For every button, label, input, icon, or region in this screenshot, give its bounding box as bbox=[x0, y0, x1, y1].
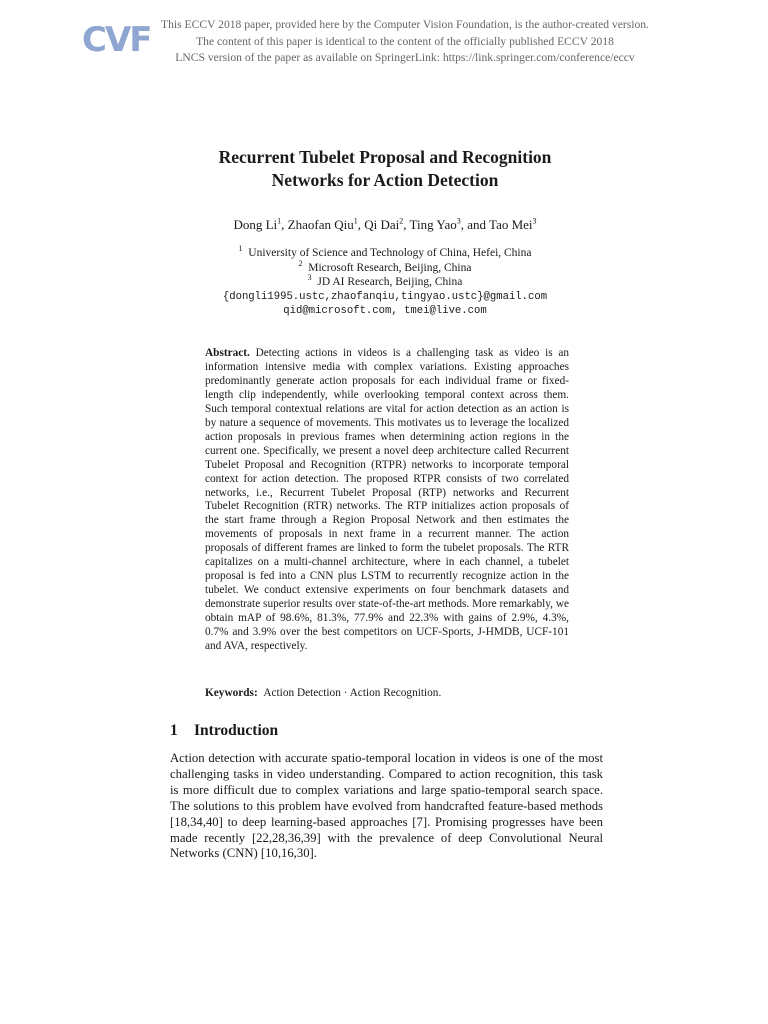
section-title: Introduction bbox=[194, 722, 279, 739]
affiliation-mark: 1 bbox=[238, 244, 243, 254]
introduction-paragraph: Action detection with accurate spatio-temporal location in videos is one of the most challenging tasks in video understanding. Compared to action recognition, this task is more difficult due to complex variations and large spatio-temporal search space. The solutions to this problem have evolved from handcrafted feature-based methods [18,34,40] to deep learning-based approaches [7]. Promising progresses have been made recently [22,28,36,39] with the prevalence of deep Convolutional Neural Networks (CNN) [10,16,30]. bbox=[170, 751, 603, 861]
author-separator: , bbox=[281, 217, 288, 232]
notice-line: LNCS version of the paper as available on SpringerLink: https://link.springer.com/conference/eccv bbox=[175, 51, 635, 64]
abstract-text: Detecting actions in videos is a challenging task as video is an information intensive media with complex variations. Existing approaches predominantly generate action proposals for each individual frame or fixed-length clip independently, while overlooking temporal context across them. Such temporal contextual relations are vital for action detection as an action is by nature a sequence of movements. This motivates us to leverage the localized action proposals in previous frames when determining action regions in the current one. Specifically, we present a novel deep architecture called Recurrent Tubelet Proposal and Recognition (RTPR) networks to incorporate temporal context for action detection. The proposed RTPR consists of two correlated networks, i.e., Recurrent Tubelet Proposal (RTP) networks and Recurrent Tubelet Recognition (RTR) networks. The RTP initializes action proposals of the start frame through a Region Proposal Network and then estimates the movements of proposals in next frame in a recurrent manner. The action proposals of different frames are linked to form the tubelet proposals. The RTR capitalizes on a multi-channel architecture, where in each channel, a tubelet proposal is fed into a CNN plus LSTM to recurrently recognize action in the tubelet. We conduct extensive experiments on four benchmark datasets and demonstrate superior results over state-of-the-art methods. More remarkably, we obtain mAP of 98.6%, 81.3%, 77.9% and 22.3% with gains of 2.9%, 4.3%, 0.7% and 3.9% over the best competitors on UCF-Sports, J-HMDB, UCF-101 and AVA, respectively. bbox=[205, 347, 569, 653]
abstract-label: Abstract. bbox=[205, 347, 250, 359]
keywords-label: Keywords: bbox=[205, 687, 258, 699]
author-affil-mark: 2 bbox=[399, 216, 404, 226]
affiliation bbox=[150, 246, 620, 261]
notice-line: This ECCV 2018 paper, provided here by the Computer Vision Foundation, is the author-created version. bbox=[161, 18, 649, 31]
affiliation-text: JD AI Research, Beijing, China bbox=[317, 276, 463, 288]
author-name: Tao Mei bbox=[489, 217, 533, 232]
author-emails: {dongli1995.ustc,zhaofanqiu,tingyao.ustc}@gmail.com bbox=[222, 290, 548, 303]
author-name: Dong Li bbox=[233, 217, 278, 232]
affiliation-mark: 2 bbox=[298, 258, 303, 268]
author-affil-mark: 3 bbox=[532, 216, 537, 226]
section-heading bbox=[170, 721, 278, 741]
title-line: Networks for Action Detection bbox=[271, 170, 499, 190]
author-list bbox=[150, 216, 620, 234]
author-name: Ting Yao bbox=[409, 217, 457, 232]
author-affil-mark: 3 bbox=[456, 216, 461, 226]
abstract bbox=[205, 347, 569, 654]
author-name: Zhaofan Qiu bbox=[287, 217, 354, 232]
publication-notice bbox=[150, 17, 660, 67]
section-number: 1 bbox=[170, 722, 178, 739]
affiliations bbox=[150, 246, 620, 319]
affiliation-mark: 3 bbox=[307, 273, 312, 283]
affiliation bbox=[150, 258, 620, 276]
author-affil-mark: 1 bbox=[353, 216, 358, 226]
keywords-text: Action Detection · Action Recognition. bbox=[263, 687, 442, 699]
title-line: Recurrent Tubelet Proposal and Recognition bbox=[218, 147, 552, 167]
paper-title bbox=[150, 146, 620, 192]
cvf-logo: CVF bbox=[82, 20, 151, 60]
affiliation bbox=[150, 275, 620, 290]
author-name: Qi Dai bbox=[364, 217, 400, 232]
keywords bbox=[205, 686, 569, 700]
author-separator: , and bbox=[460, 217, 490, 232]
author-affil-mark: 1 bbox=[277, 216, 282, 226]
author-separator: , bbox=[403, 217, 410, 232]
affiliation-text: University of Science and Technology of China, Hefei, China bbox=[248, 247, 532, 259]
author-separator: , bbox=[357, 217, 365, 232]
author-emails: qid@microsoft.com, tmei@live.com bbox=[283, 305, 487, 317]
affiliation-text: Microsoft Research, Beijing, China bbox=[308, 261, 472, 274]
notice-line: The content of this paper is identical to the content of the officially published ECCV 2018 bbox=[196, 34, 614, 48]
